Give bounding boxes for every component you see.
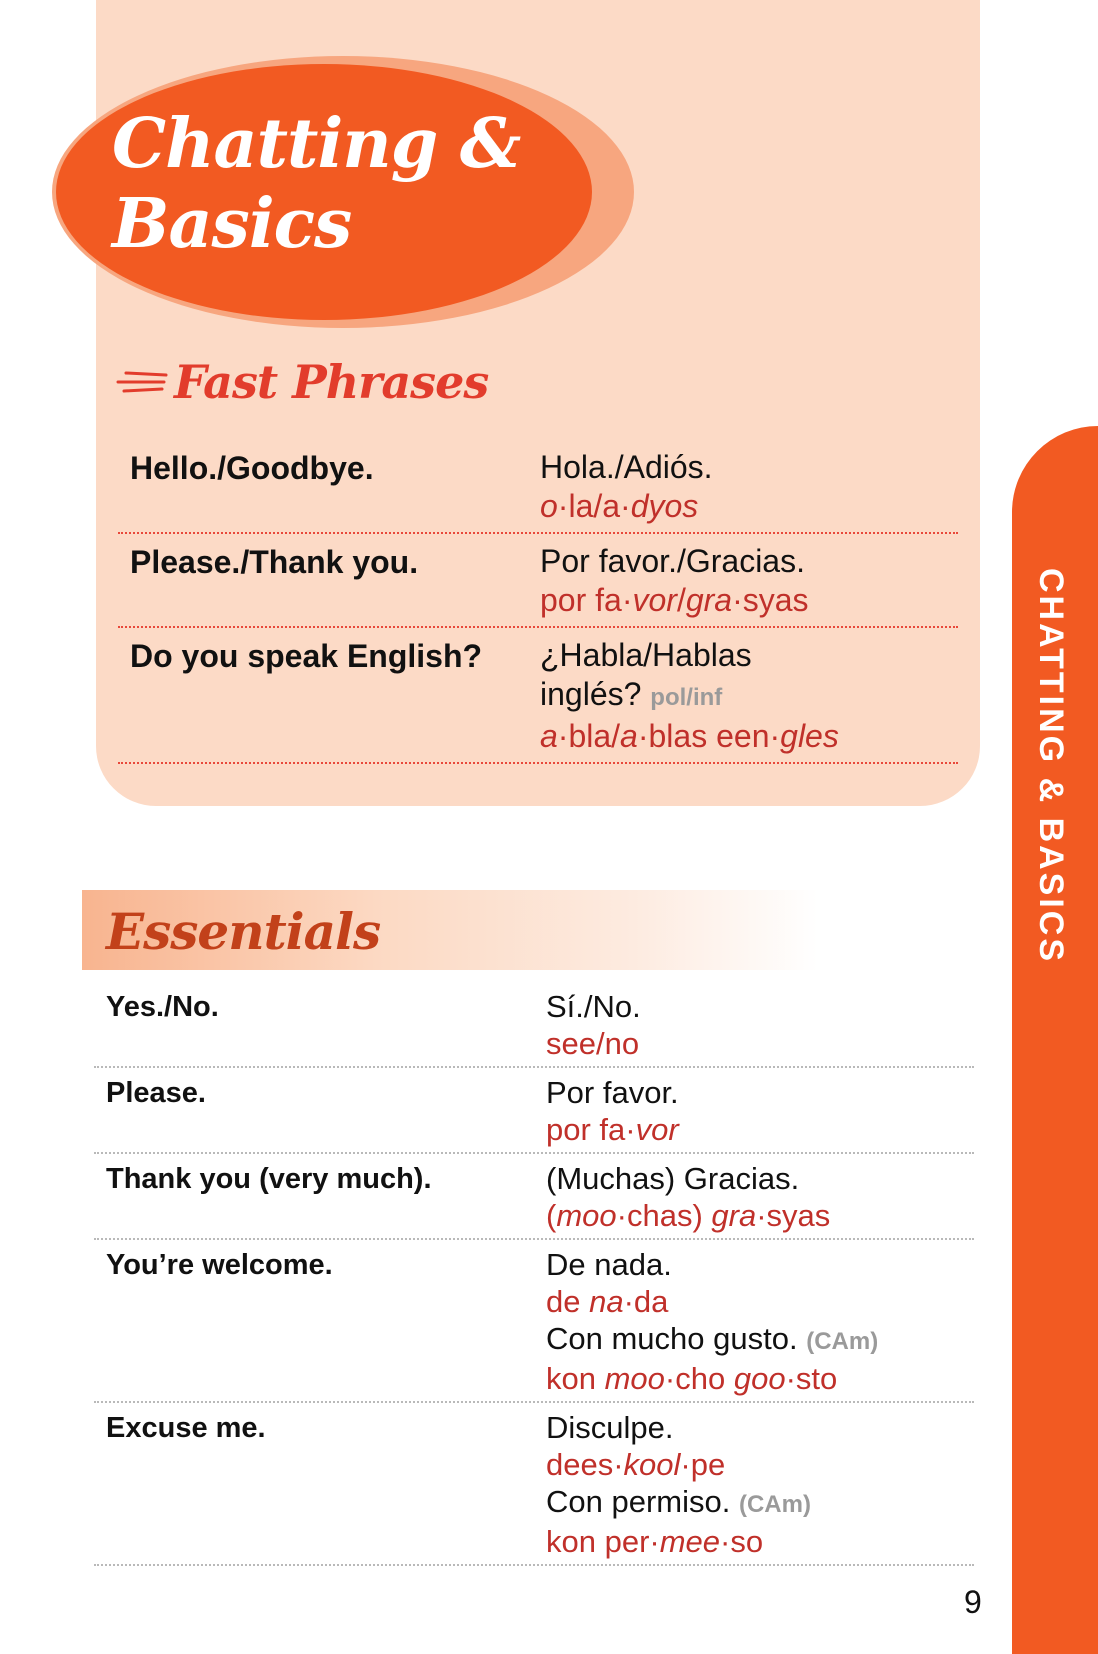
essential-spanish: (Muchas) Gracias. [546, 1161, 800, 1196]
phrase-spanish-cell [540, 542, 958, 620]
essential-row [94, 1068, 974, 1154]
essential-english: Please. [106, 1077, 206, 1109]
essential-english: You’re welcome. [106, 1249, 333, 1281]
essential-pronunciation: (moo·chas) gra·syas [546, 1198, 831, 1233]
page-number: 9 [964, 1584, 982, 1620]
essential-pronunciation: por fa·vor [546, 1112, 679, 1147]
essential-spanish-alt-line [546, 1483, 974, 1523]
essentials-table [94, 982, 974, 1566]
politeness-tag: pol/inf [650, 684, 723, 711]
phrase-english: Please./Thank you. [130, 544, 419, 580]
side-tab-label: CHATTING & BASICS [1032, 568, 1070, 965]
essentials-title: Essentials [106, 902, 381, 961]
essential-row [94, 1154, 974, 1240]
phrase-pronunciation: por fa·vor/gra·syas [540, 582, 809, 618]
phrase-spanish-cell [540, 636, 958, 756]
essential-english: Thank you (very much). [106, 1163, 432, 1195]
essential-english: Excuse me. [106, 1412, 266, 1444]
speed-lines-icon [116, 367, 168, 397]
region-tag: (CAm) [738, 1491, 811, 1518]
chapter-title-line1: Chatting & [112, 104, 521, 184]
phrase-pronunciation: a·bla/a·blas een·gles [540, 718, 839, 754]
essential-pronunciation: dees·kool·pe [546, 1447, 726, 1482]
fast-phrases-title: Fast Phrases [174, 355, 489, 409]
essential-spanish-cell [546, 1074, 974, 1148]
essential-spanish-cell [546, 1246, 974, 1397]
phrase-english: Hello./Goodbye. [130, 450, 374, 486]
essential-spanish-cell [546, 1160, 974, 1234]
essential-pronunciation-alt: kon per·mee·so [546, 1524, 764, 1559]
essential-spanish-cell [546, 1409, 974, 1560]
phrase-english: Do you speak English? [130, 638, 483, 674]
essential-spanish-alt-line [546, 1320, 974, 1360]
region-tag: (CAm) [806, 1328, 879, 1355]
phrase-row [118, 534, 958, 628]
fast-phrases-header [116, 352, 488, 412]
essential-english: Yes./No. [106, 991, 219, 1023]
essential-spanish: De nada. [546, 1247, 672, 1282]
phrase-spanish-cell [540, 448, 958, 526]
essential-row [94, 1240, 974, 1403]
essential-pronunciation-alt: kon moo·cho goo·sto [546, 1361, 838, 1396]
essential-pronunciation: see/no [546, 1026, 640, 1061]
essential-row [94, 982, 974, 1068]
phrase-spanish: Por favor./Gracias. [540, 543, 805, 579]
phrase-spanish-text: inglés? [540, 676, 642, 712]
phrase-spanish-line2 [540, 675, 958, 717]
phrase-row [118, 628, 958, 764]
essential-spanish-alt: Con permiso. [546, 1484, 731, 1519]
essential-spanish: Por favor. [546, 1075, 679, 1110]
chapter-title [112, 104, 532, 264]
essential-spanish-cell [546, 988, 974, 1062]
phrase-pronunciation: o·la/a·dyos [540, 488, 699, 524]
essential-spanish: Sí./No. [546, 989, 641, 1024]
fast-phrases-table [118, 440, 958, 764]
phrase-spanish: Hola./Adiós. [540, 449, 713, 485]
essential-spanish-alt: Con mucho gusto. [546, 1321, 798, 1356]
phrase-spanish: ¿Habla/Hablas [540, 637, 752, 673]
phrase-row [118, 440, 958, 534]
essential-pronunciation: de na·da [546, 1284, 669, 1319]
chapter-title-line2: Basics [112, 184, 352, 264]
essential-spanish: Disculpe. [546, 1410, 674, 1445]
essential-row [94, 1403, 974, 1566]
